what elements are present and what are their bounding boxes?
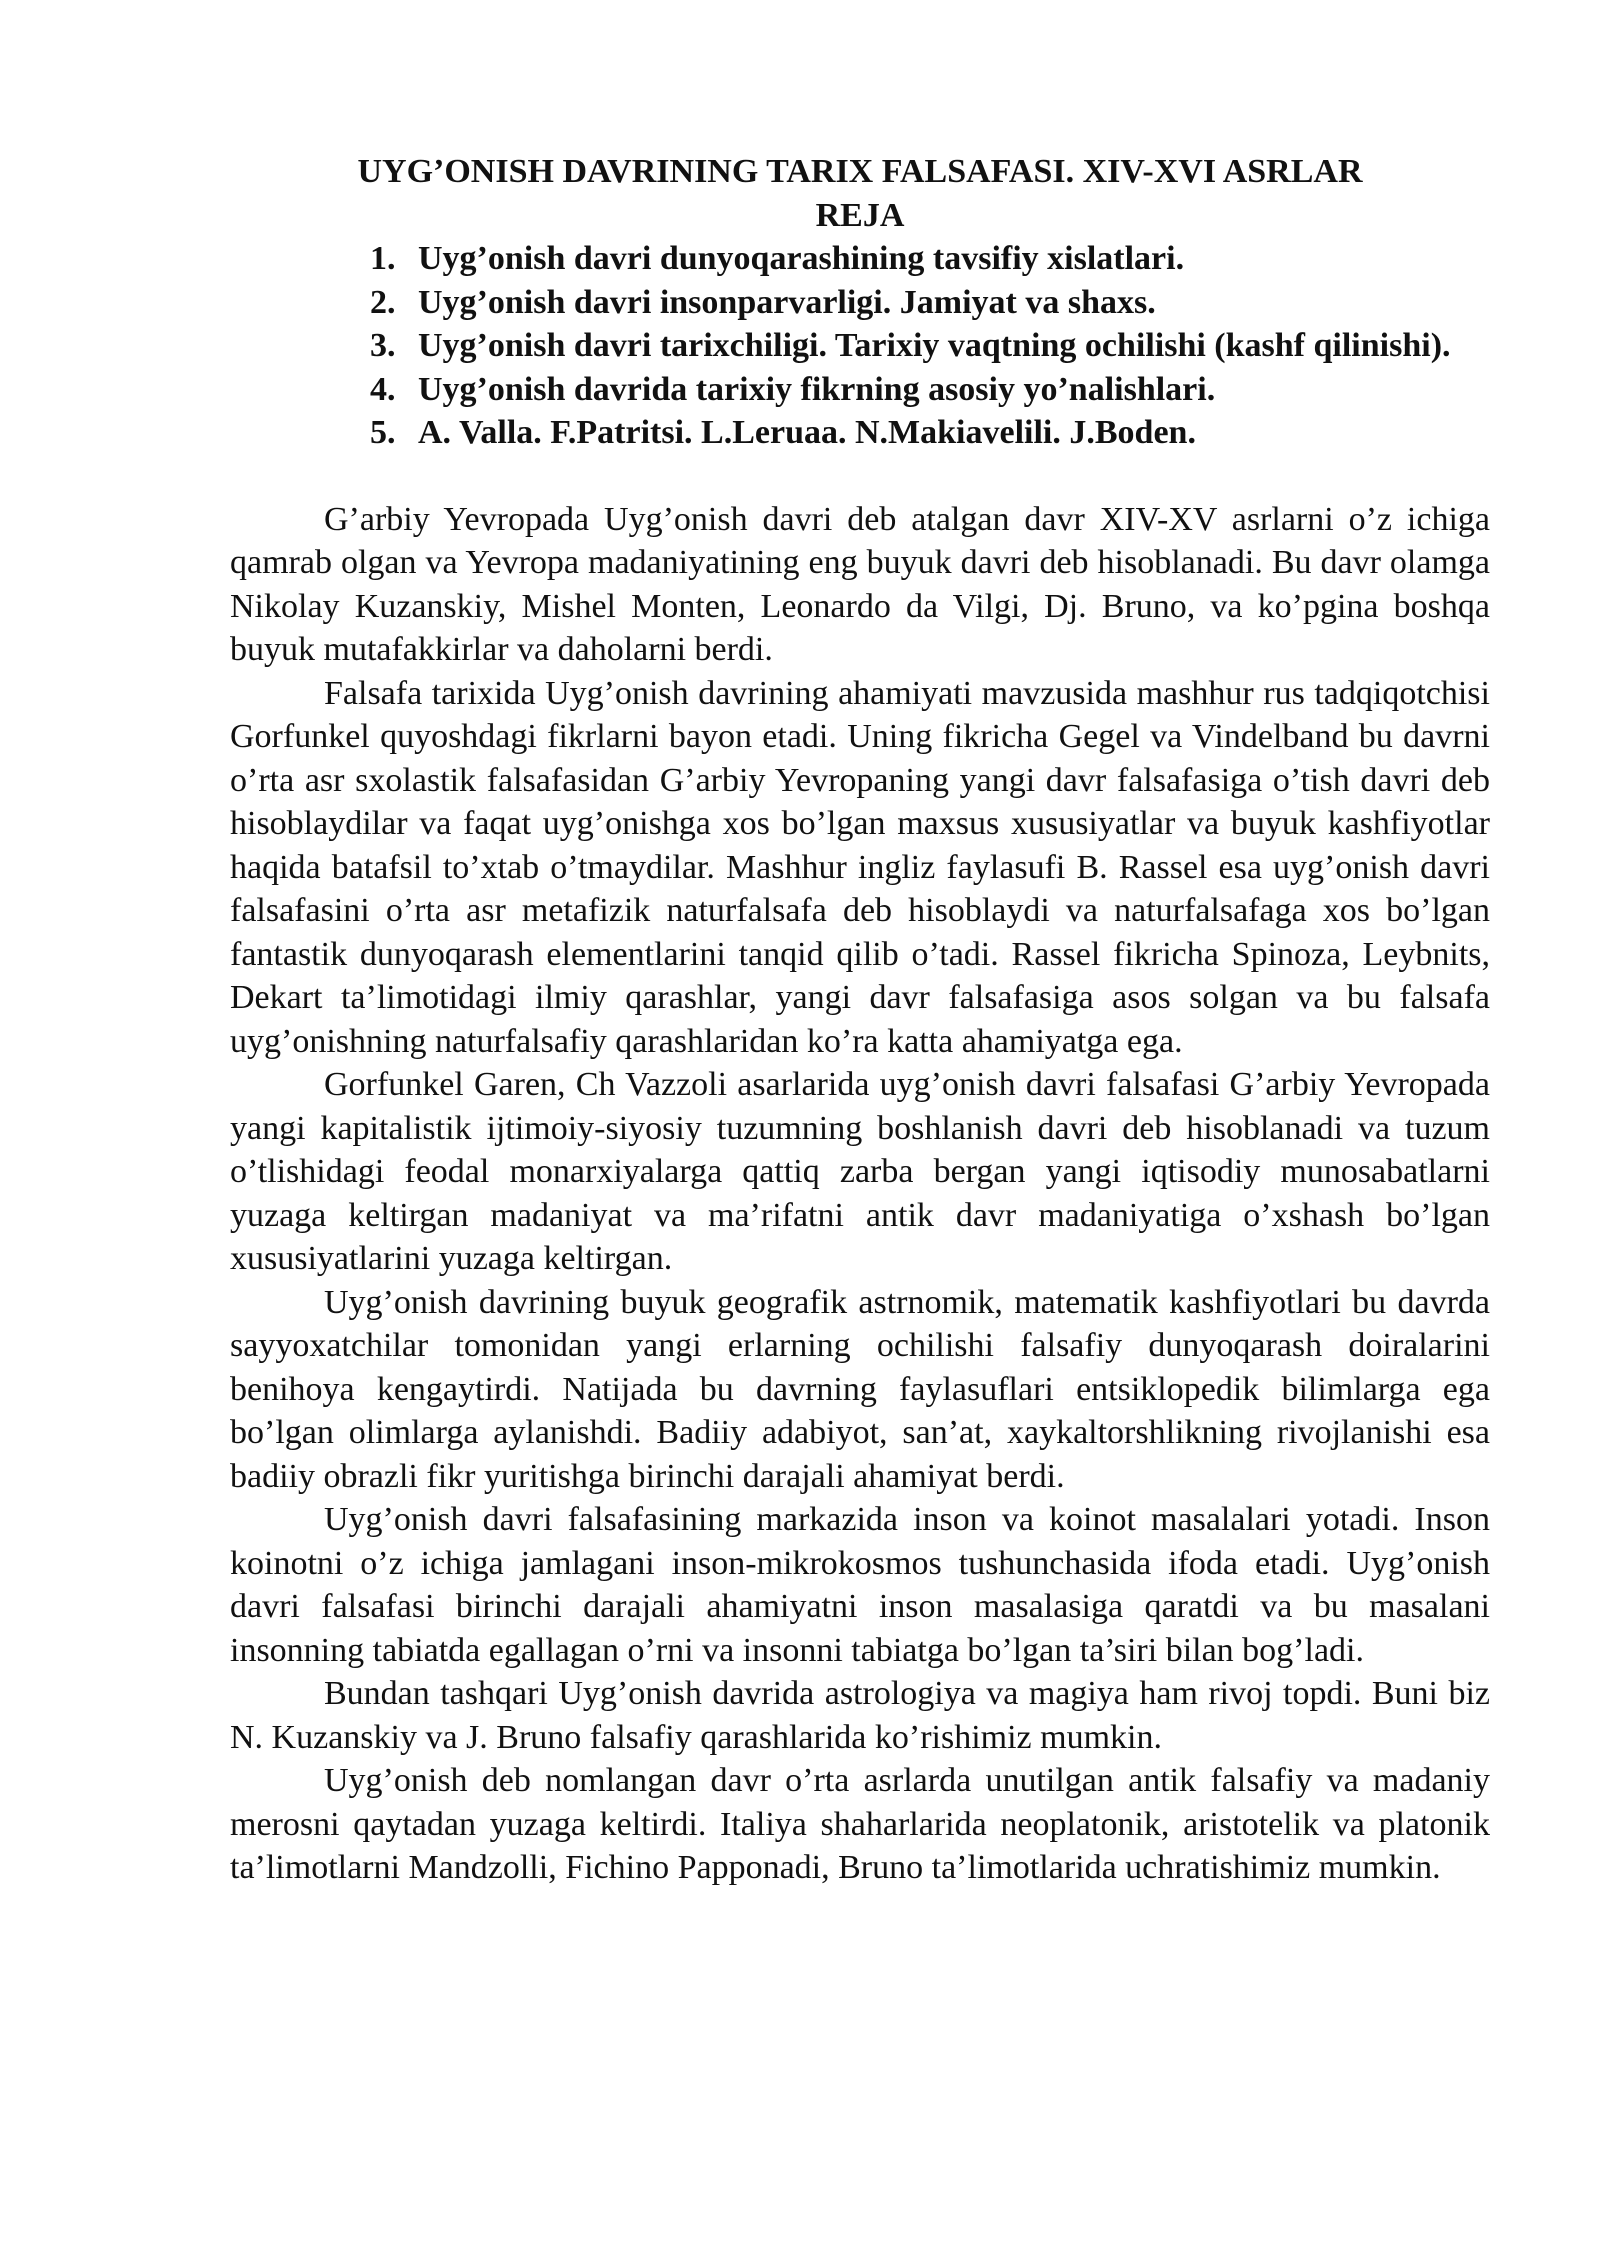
plan-item-number: 5. — [370, 414, 396, 451]
paragraph: Falsafa tarixida Uyg’onish davrining ahamiyati mavzusida mashhur rus tadqiqotchisi Gorfunkel quyoshdagi fikrlarni bayon etadi. Uning fikricha Gegel va Vindelband bu davrni o’rta asr sxolastik falsafasidan G’arbiy Yevropaning yangi davr falsafasiga o’tish davri deb hisoblaydilar va faqat uyg’onishga xos bo’lgan maxsus xususiyatlar va buyuk kashfiyotlar haqida batafsil to’xtab o’tmaydilar. Mashhur ingliz faylasufi B. Rassel esa uyg’onish davri falsafasini o’rta asr metafizik naturfalsafa deb hisoblaydi va naturfalsafaga xos bo’lgan fantastik dunyoqarash elementlarini tanqid qilib o’tadi. Rassel fikricha Spinoza, Leybnits, Dekart ta’limotidagi ilmiy qarashlar, yangi davr falsafasiga asos solgan va bu falsafa uyg’onishning naturfalsafiy qarashlaridan ko’ra katta ahamiyatga ega. — [230, 674, 1490, 1060]
paragraph: Bundan tashqari Uyg’onish davrida astrologiya va magiya ham rivoj topdi. Buni biz N. Kuzanskiy va J. Bruno falsafiy qarashlarida ko’rishimiz mumkin. — [230, 1675, 1490, 1756]
plan-item-text: Uyg’onish davri insonparvarligi. Jamiyat va shaxs. — [418, 283, 1156, 321]
paragraph: Gorfunkel Garen, Ch Vazzoli asarlarida uyg’onish davri falsafasi G’arbiy Yevropada yangi kapitalistik ijtimoiy-siyosiy tuzumning boshlanish davri deb hisoblanadi va tuzum o’tlishidagi feodal monarxiyalarga qattiq zarba bergan yangi iqtisodiy munosabatlarni yuzaga keltirgan madaniyat va ma’rifatni antik davr madaniyatiga o’xshash bo’lgan xususiyatlarini yuzaga keltirgan. — [230, 1066, 1490, 1277]
paragraph: G’arbiy Yevropada Uyg’onish davri deb atalgan davr XIV-XV asrlarni o’z ichiga qamrab olgan va Yevropa madaniyatining eng buyuk davri deb hisoblanadi. Bu davr olamga Nikolay Kuzanskiy, Mishel Monten, Leonardo da Vilgi, Dj. Bruno, va ko’pgina boshqa buyuk mutafakkirlar va daholarni berdi. — [230, 500, 1490, 668]
plan-item-text: A. Valla. F.Patritsi. L.Leruaa. N.Makiavelili. J.Boden. — [418, 414, 1196, 451]
plan-item-text: Uyg’onish davri tarixchiligi. Tarixiy vaqtning ochilishi (kashf qilinishi). — [418, 327, 1451, 364]
plan-item — [370, 368, 1490, 412]
paragraph: Uyg’onish davrining buyuk geografik astrnomik, matematik kashfiyotlari bu davrda sayyoxatchilar tomonidan yangi erlarning ochilishi falsafiy dunyoqarash doiralarini benihoya kengaytirdi. Natijada bu davrning faylasuflari entsiklopedik bilimlarga ega bo’lgan olimlarga aylanishdi. Badiiy adabiyot, san’at, xaykaltorshlikning rivojlanishi esa badiiy obrazli fikr yuritishga birinchi darajali ahamiyat berdi. — [230, 1283, 1490, 1495]
plan-item-text: Uyg’onish davri dunyoqarashining tavsifiy xislatlari. — [418, 240, 1185, 277]
plan-item-text: Uyg’onish davrida tarixiy fikrning asosiy yo’nalishlari. — [418, 370, 1216, 408]
paragraph: Uyg’onish deb nomlangan davr o’rta asrlarda unutilgan antik falsafiy va madaniy merosni qaytadan yuzaga keltirdi. Italiya shaharlarida neoplatonik, aristotelik va platonik ta’limotlarni Mandzolli, Fichino Papponadi, Bruno ta’limotlarida uchratishimiz mumkin. — [230, 1762, 1490, 1886]
plan-item-number: 4. — [370, 370, 396, 408]
document-page — [230, 150, 1490, 1890]
plan-list — [230, 237, 1490, 455]
plan-item-number: 1. — [370, 240, 396, 277]
plan-item-number: 3. — [370, 327, 396, 364]
body-text — [230, 498, 1490, 1890]
plan-item — [370, 324, 1490, 368]
plan-item — [370, 281, 1490, 325]
plan-item — [370, 237, 1490, 281]
paragraph: Uyg’onish davri falsafasining markazida inson va koinot masalalari yotadi. Inson koinotni o’z ichiga jamlagani inson-mikrokosmos tushunchasida ifoda etadi. Uyg’onish davri falsafasi birinchi darajali ahamiyatni inson masalasiga qaratdi va bu masalani insonning tabiatda egallagan o’rni va insonni tabiatga bo’lgan ta’siri bilan bog’ladi. — [230, 1501, 1490, 1669]
plan-item — [370, 411, 1490, 455]
document-title: UYG’ONISH DAVRINING TARIX FALSAFASI. XIV-XVI ASRLAR — [357, 153, 1363, 190]
plan-heading: REJA — [815, 196, 905, 234]
plan-item-number: 2. — [370, 283, 396, 321]
